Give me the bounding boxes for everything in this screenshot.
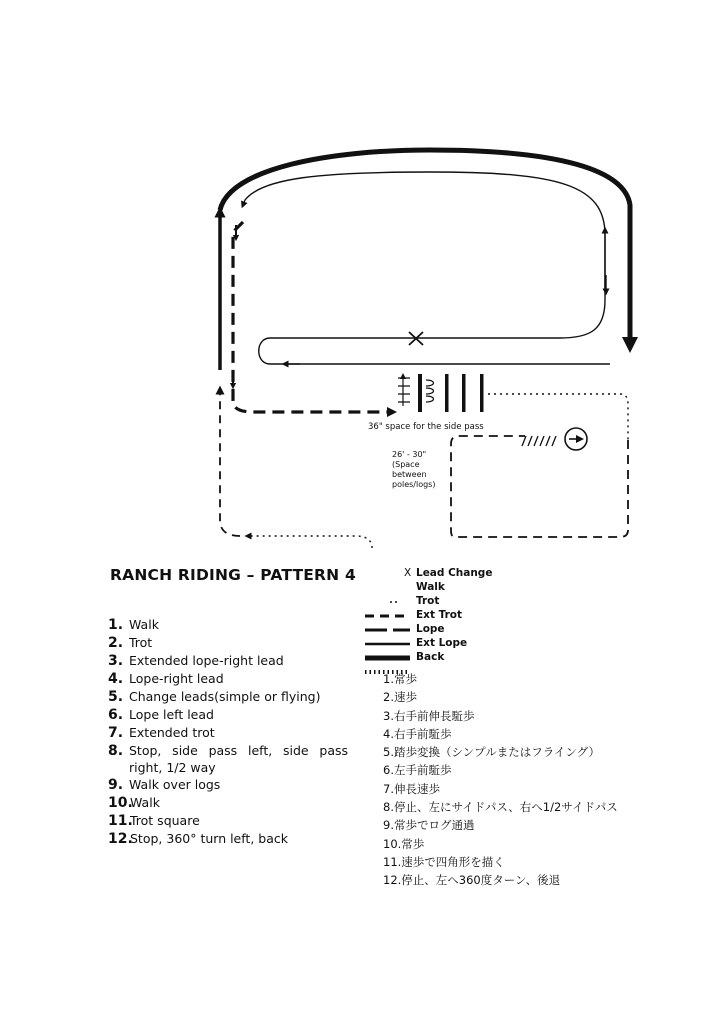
lope-right-return (259, 230, 610, 364)
ext-lope-path (220, 150, 630, 345)
trot-left-path (220, 390, 240, 536)
list-item: 5. Change leads(simple or flying) (108, 689, 321, 705)
list-item: 9. Walk over logs (108, 777, 221, 793)
list-item: 9.常歩でログ通過 (383, 818, 475, 833)
list-item: 6.左手前駈歩 (383, 763, 452, 778)
list-item: 7.伸長速歩 (383, 781, 440, 796)
walk-start-path (248, 536, 372, 548)
list-item: 2. Trot (108, 635, 153, 651)
legend-label-back: Back (416, 651, 445, 663)
trot-square (451, 436, 628, 537)
list-item: 1.常歩 (383, 672, 417, 686)
legend-label-ext-trot: Ext Trot (416, 609, 463, 621)
legend-symbols (365, 602, 410, 672)
list-item: 10. Walk (108, 795, 160, 811)
legend-label-lope: Lope (416, 623, 445, 635)
list-item: 11. Trot square (108, 813, 200, 829)
list-item: 12.停止、左へ360度ターン、後退 (383, 873, 561, 888)
lope-inner-loop (243, 172, 605, 290)
list-item: 4.右手前駈歩 (383, 726, 452, 741)
pattern-title: RANCH RIDING – PATTERN 4 (110, 566, 356, 584)
list-item: 6. Lope left lead (108, 707, 214, 723)
list-item: 12. Stop, 360° turn left, back (108, 831, 288, 847)
legend-label-lead-change: Lead Change (416, 567, 493, 579)
pole-spacing-note: 26' - 30" (Space between poles/logs) (392, 450, 436, 489)
list-item: 11.速歩で四角形を描く (383, 854, 505, 869)
walk-path-right (488, 394, 628, 440)
list-item: 10.常歩 (383, 836, 425, 851)
legend-label-trot: Trot (416, 595, 440, 607)
legend-label-ext-lope: Ext Lope (416, 637, 468, 649)
list-item: 2.速歩 (383, 690, 417, 705)
list-item: 5.踏歩変換（シンプルまたはフライング） (383, 745, 600, 760)
ext-trot-path (233, 222, 392, 412)
side-pass-note: 36" space for the side pass (368, 422, 484, 432)
list-item: 7. Extended trot (108, 725, 215, 741)
list-item: 1. Walk (108, 617, 159, 633)
list-item: 3. Extended lope-right lead (108, 653, 284, 669)
list-item: 4. Lope-right lead (108, 671, 224, 687)
list-item: 8. Stop, side pass left, side pass right, 1/2 way (108, 743, 348, 775)
list-item: 8.停止、左にサイドパス、右へ1/2サイドパス (383, 800, 618, 815)
back-hatch (522, 436, 556, 446)
legend-label-walk: Walk (416, 581, 445, 593)
legend-x-symbol: X (404, 567, 412, 579)
steps-ja-list (383, 670, 618, 890)
list-item: 3.右手前伸長駈歩 (383, 708, 475, 723)
steps-en-list (108, 616, 348, 848)
